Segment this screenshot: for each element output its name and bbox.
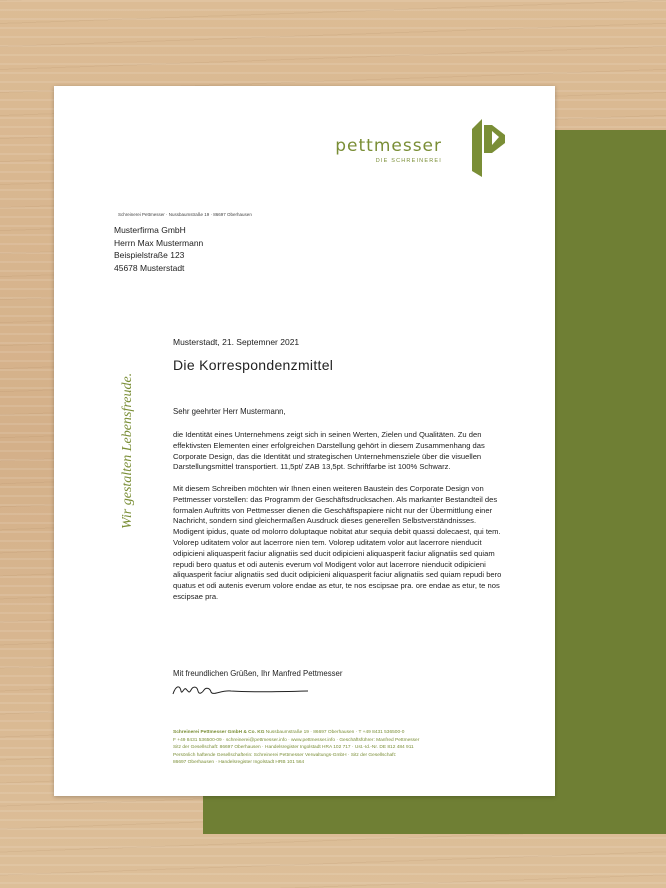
date-line: Musterstadt, 21. Septemner 2021 — [173, 337, 300, 347]
brand-subtitle: DIE SCHREINEREI — [375, 158, 442, 164]
letter-footer — [173, 729, 513, 767]
salutation: Sehr geehrter Herr Mustermann, — [173, 407, 286, 416]
footer-line-3: Sitz der Gesellschaft: 86697 Oberhausen · Handelsregister Ingolstadt HRA 102 717 · Ust.-Id.-Nr. DE 812 484 911 — [173, 745, 414, 751]
letter-sheet — [54, 86, 555, 796]
body-paragraph: Mit diesem Schreiben möchten wir Ihnen einen weiteren Baustein des Corporate Design von Pettmesser vorstellen: das Programm der Geschäftsdrucksachen. Als markanter Bestandteil des formalen Auftritts von Pettmesser dienen die Geschäftspapiere nicht nur der Übermittlung einer Nachricht, sondern sind gleichermaßen Ausdruck dieses generellen Selbstverständnisses. Modigent ipidus, quate od molorro doluptaque nobitat atur sequia debit quassi dolecaest, qui tem. Volorep uditatem volor aut lacerrore nien tem. Volorep uditatem volor aut lacerrore nienducit odipicieni aliquasperit faciur alignatiis sed ducit odipicieni aliquasperit faciur alignatiis sed quiam repudi bero quatus et odi autenis everum vol Modigent volor aut lacerrore nienducit odipicieni aliquasperit faciur alignatiis sed ducit odipicieni aliquasperit faciur alignatiis sed quiam repudi bero quatus et odi autenis everum volore endae as etur, te nos escipsae pra. ore endae as etur, te nos escipsae pra. — [173, 483, 502, 601]
recipient-name: Herrn Max Mustermann — [114, 237, 204, 248]
footer-line-4: Persönlich haftende Gesellschafterin: Schreinerei Pettmesser Verwaltungs-GmbH · Sitz der Gesellschaft: — [173, 752, 397, 758]
handwritten-signature — [171, 681, 311, 699]
recipient-city: 45678 Musterstadt — [114, 262, 185, 273]
footer-line-2: F +49 8431 536500-09 · schreinerei@pettmesser.info · www.pettmesser.info · Geschäftsführer: Manfred Pettmesser — [173, 737, 420, 743]
vertical-slogan: Wir gestalten Lebensfreude. — [120, 372, 135, 529]
letter-body — [173, 430, 503, 614]
recipient-company: Musterfirma GmbH — [114, 225, 186, 235]
recipient-street: Beispielstraße 123 — [114, 250, 185, 260]
sender-address-line: Schreinerei Pettmesser · Nussbaumstraße 19 · 86697 Oberhausen — [118, 212, 252, 217]
footer-line-1: Nussbaumstraße 19 · 86697 Oberhausen · T +49 8431 536500-0 — [265, 730, 405, 735]
pettmesser-p-logo-icon — [472, 119, 506, 177]
letter-subject: Die Korrespondenzmittel — [173, 357, 334, 373]
closing-line: Mit freundlichen Grüßen, Ihr Manfred Pettmesser — [173, 669, 343, 678]
footer-line-5: 86697 Oberhausen · Handelsregister Ingolstadt HRB 101 564 — [173, 760, 305, 766]
body-paragraph: die Identität eines Unternehmens zeigt sich in seinen Werten, Zielen und Qualitäten. Zu den effektivsten Elementen einer erfolgreichen Darstellung gehört in diesem Zusammenhang das Corporate Design, das die Identität und strategischen Unternehmensziele über die visuellen Darstellungsmittel transportiert. 11,5pt/ ZAB 13,5pt. Schriftfarbe ist 100% Schwarz. — [173, 430, 485, 472]
vertical-slogan-container — [116, 339, 140, 529]
footer-company: Schreinerei Pettmesser GmbH & Co. KG — [173, 730, 265, 735]
recipient-address-block — [114, 224, 203, 274]
brand-name: pettmesser — [335, 136, 442, 156]
